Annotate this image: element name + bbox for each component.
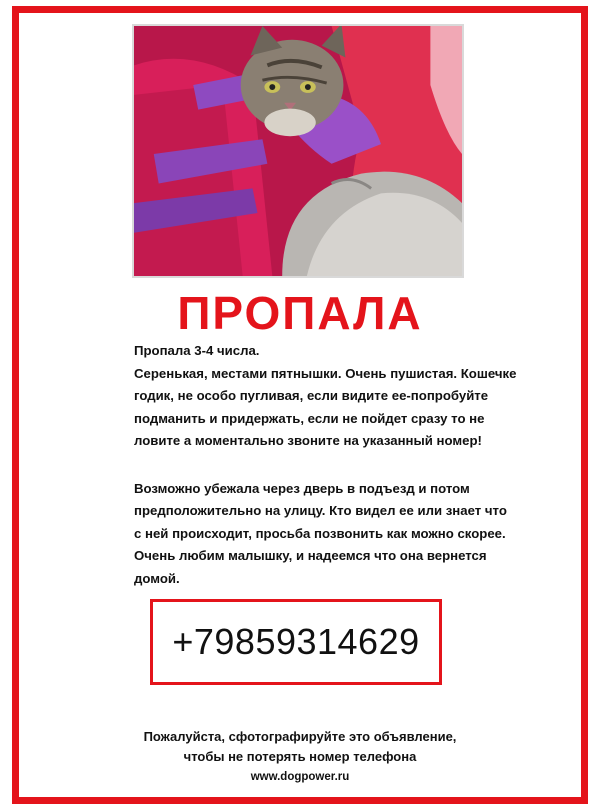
text-line: Очень любим малышку, и надеемся что она вернется xyxy=(134,548,487,563)
poster-description xyxy=(134,340,534,590)
phone-box xyxy=(150,599,442,685)
cat-photo xyxy=(132,24,464,278)
website-link: www.dogpower.ru xyxy=(250,771,350,783)
text-line: Пропала 3-4 числа. xyxy=(134,343,260,358)
footer xyxy=(0,727,600,787)
text-line: годик, не особо пугливая, если видите ее-попробуйте xyxy=(134,388,489,403)
poster-title: ПРОПАЛА xyxy=(177,287,423,339)
text-line: Возможно убежала через дверь в подъезд и потом xyxy=(134,480,470,496)
text-line: с ней происходит, просьба позвонить как можно скорее. xyxy=(134,525,506,541)
text-line: подманить и придержать, если не пойдет сразу то не xyxy=(134,410,485,426)
text-line: ловите а моментально звоните на указанный номер! xyxy=(134,433,482,448)
text-line: Серенькая, местами пятнышки. Очень пушистая. Кошечке xyxy=(134,365,517,381)
footer-line-1: Пожалуйста, сфотографируйте это объявление, xyxy=(143,729,457,744)
text-line: предположительно на улицу. Кто видел ее или знает что xyxy=(134,503,507,518)
footer-line-2: чтобы не потерять номер телефона xyxy=(183,749,417,764)
phone-number: +79859314629 xyxy=(172,621,420,662)
text-line: домой. xyxy=(134,570,180,586)
